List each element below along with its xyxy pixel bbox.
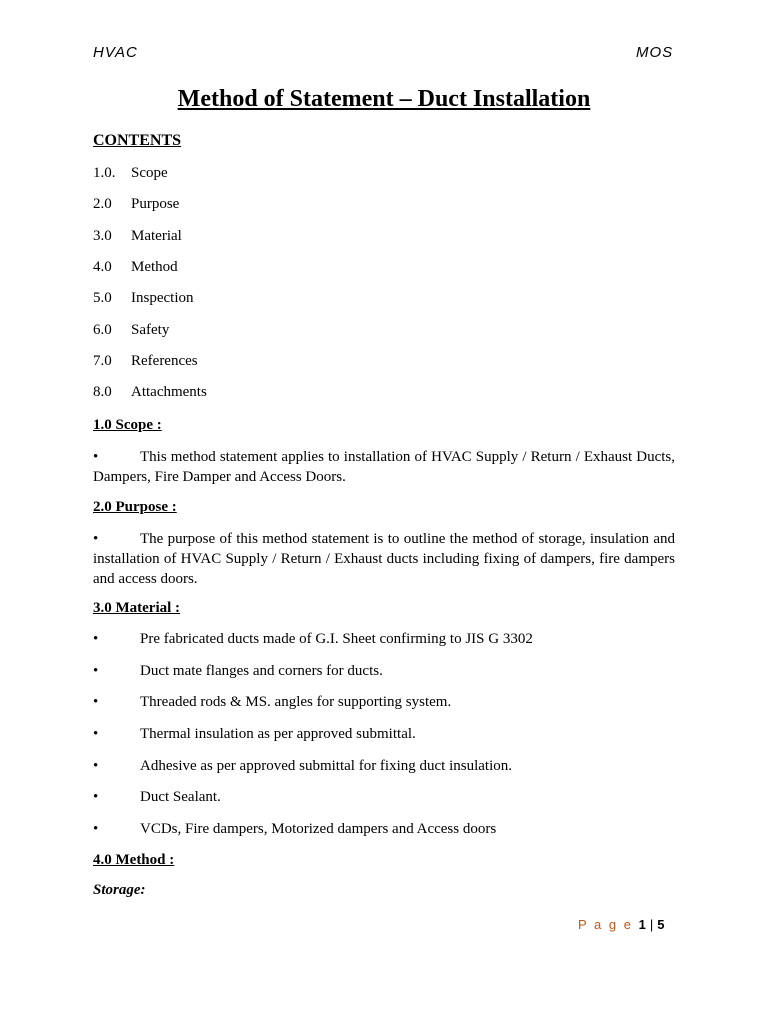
toc-number: 6.0: [93, 322, 112, 338]
bullet: •: [93, 663, 99, 679]
bullet: •: [93, 449, 99, 465]
page-label: P a g e: [578, 917, 633, 932]
toc-item: [93, 165, 168, 182]
bullet: •: [93, 821, 99, 837]
material-text: VCDs, Fire dampers, Motorized dampers and Access doors: [140, 821, 497, 837]
toc-item: [93, 384, 207, 401]
bullet: •: [93, 789, 99, 805]
method-heading: 4.0 Method :: [93, 852, 175, 868]
bullet: •: [93, 631, 99, 647]
toc-item: [93, 196, 179, 213]
toc-item: [93, 228, 182, 245]
toc-item: [93, 353, 198, 370]
toc-label: Method: [131, 259, 178, 275]
bullet: •: [93, 694, 99, 710]
page-separator: |: [649, 917, 654, 932]
purpose-heading: 2.0 Purpose :: [93, 499, 177, 515]
scope-heading: 1.0 Scope :: [93, 417, 162, 433]
material-text: Thermal insulation as per approved submittal.: [140, 726, 416, 742]
toc-label: Purpose: [131, 196, 180, 212]
material-text: Threaded rods & MS. angles for supporting system.: [140, 694, 452, 710]
toc-number: 1.0.: [93, 165, 116, 181]
material-text: Duct mate flanges and corners for ducts.: [140, 663, 383, 679]
material-text: Adhesive as per approved submittal for fixing duct insulation.: [140, 758, 513, 774]
contents-heading: CONTENTS: [93, 132, 182, 149]
bullet: •: [93, 758, 99, 774]
toc-number: 3.0: [93, 228, 112, 244]
material-item: [93, 789, 221, 806]
material-item: [93, 663, 383, 680]
toc-number: 7.0: [93, 353, 112, 369]
page-number: 1: [638, 917, 646, 932]
toc-number: 4.0: [93, 259, 112, 275]
purpose-text: The purpose of this method statement is to outline the method of storage, insulation and installation of HVAC Supply / Return / Exhaust ducts including fixing of dampers, fire dampers and access doors.: [93, 531, 675, 587]
toc-number: 2.0: [93, 196, 112, 212]
toc-label: Scope: [131, 165, 168, 181]
page-total: 5: [657, 917, 665, 932]
bullet: •: [93, 726, 99, 742]
header-left: HVAC: [93, 44, 138, 61]
toc-label: References: [131, 353, 198, 369]
material-item: [93, 631, 533, 648]
material-item: [93, 694, 451, 711]
material-heading: 3.0 Material :: [93, 600, 181, 616]
toc-number: 8.0: [93, 384, 112, 400]
document-title: Method of Statement – Duct Installation: [177, 86, 591, 112]
material-text: Duct Sealant.: [140, 789, 221, 805]
toc-item: [93, 259, 178, 276]
material-item: [93, 821, 496, 838]
toc-label: Inspection: [131, 290, 194, 306]
toc-label: Attachments: [131, 384, 207, 400]
bullet: •: [93, 531, 99, 547]
toc-label: Safety: [131, 322, 170, 338]
material-item: [93, 758, 512, 775]
scope-paragraph: [93, 447, 675, 487]
purpose-paragraph: [93, 529, 675, 589]
storage-subheading: Storage:: [93, 882, 146, 898]
toc-item: [93, 290, 193, 307]
toc-number: 5.0: [93, 290, 112, 306]
page-footer: [578, 917, 664, 932]
material-text: Pre fabricated ducts made of G.I. Sheet confirming to JIS G 3302: [140, 631, 533, 647]
toc-label: Material: [131, 228, 182, 244]
header-right: MOS: [636, 44, 674, 61]
scope-text: This method statement applies to installation of HVAC Supply / Return / Exhaust Ducts, Dampers, Fire Damper and Access Doors.: [93, 449, 675, 485]
toc-item: [93, 322, 169, 339]
material-item: [93, 726, 416, 743]
